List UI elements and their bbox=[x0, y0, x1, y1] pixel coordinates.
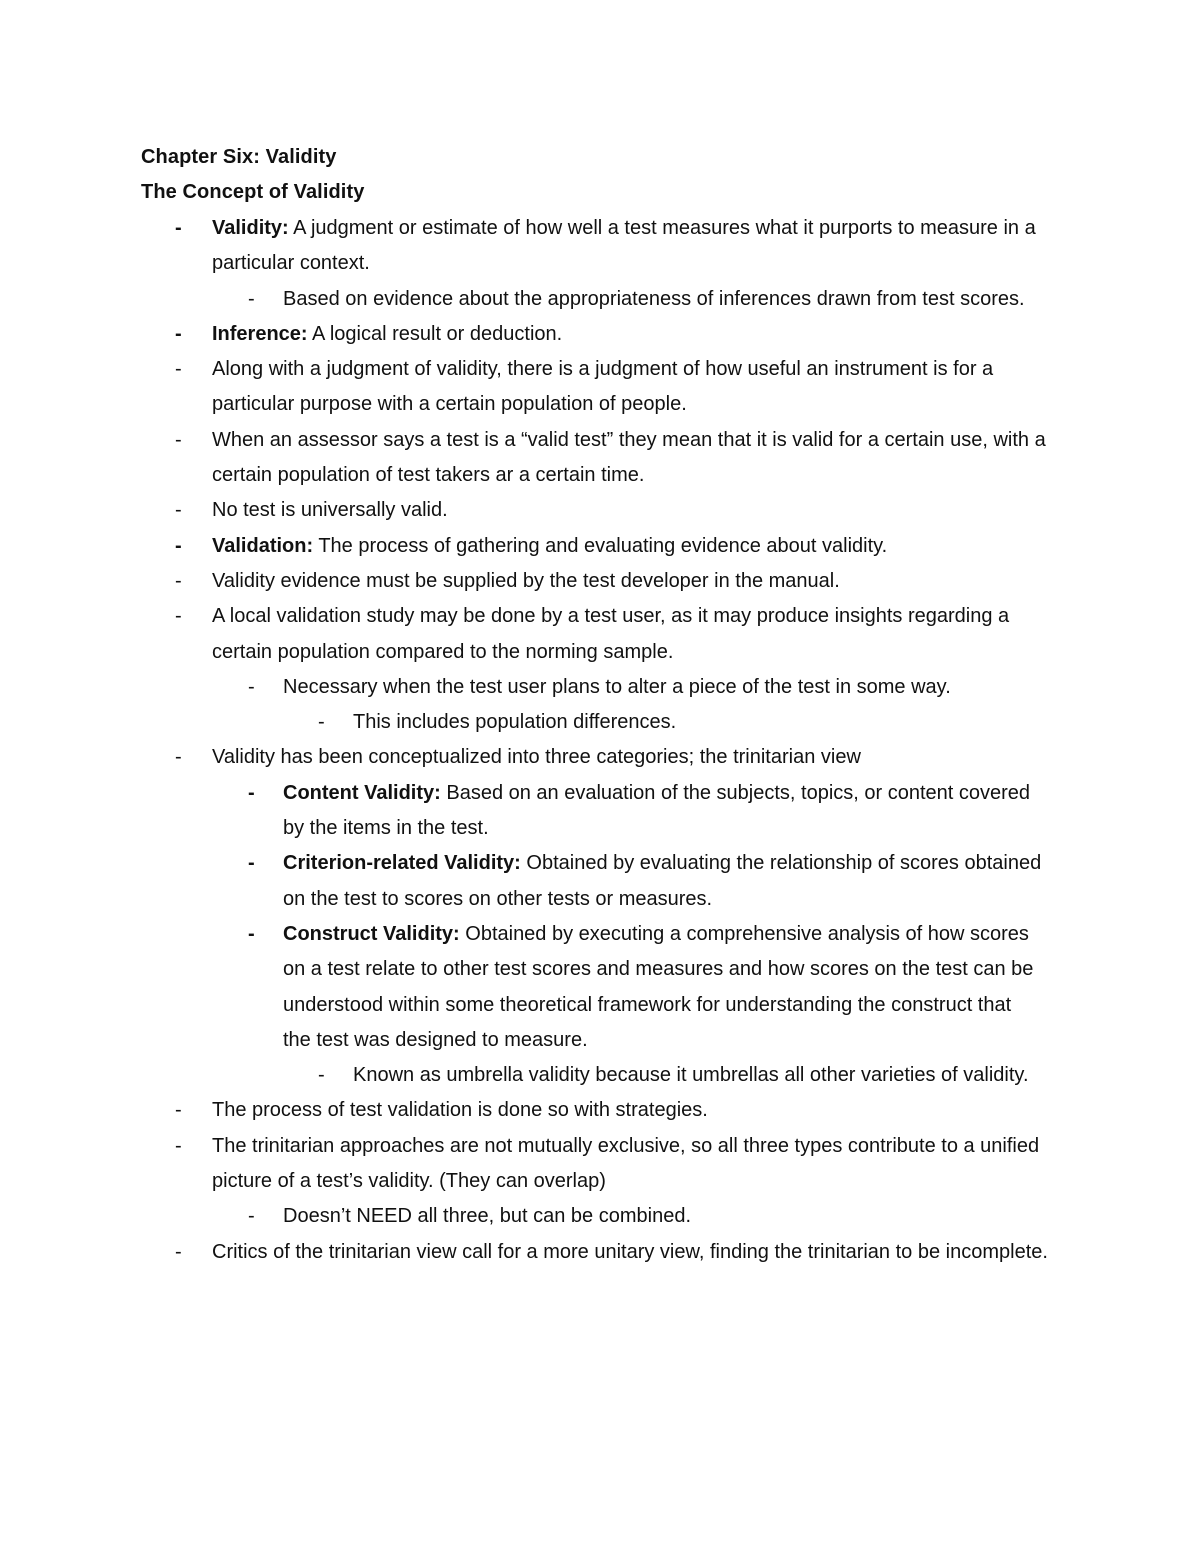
bullet-term: Validity: bbox=[212, 217, 289, 239]
bullet-item bbox=[0, 1129, 1200, 1200]
bullet-text bbox=[212, 599, 1072, 670]
bullet-body: A logical result or deduction. bbox=[307, 322, 563, 345]
bullet-text bbox=[212, 564, 1072, 599]
bullet-item bbox=[0, 423, 1200, 494]
bullet-item bbox=[0, 705, 1200, 740]
bullet-text bbox=[283, 1199, 1043, 1234]
bullet-body: Known as umbrella validity because it umbrellas all other varieties of validity. bbox=[353, 1064, 1029, 1087]
bullet-text bbox=[283, 670, 1043, 705]
bullet-body: Necessary when the test user plans to alter a piece of the test in some way. bbox=[283, 675, 951, 698]
bullet-body: Obtained by evaluating the relationship of scores obtained on the test to scores on other tests or measures. bbox=[283, 852, 1042, 910]
bullet-text bbox=[212, 529, 1072, 564]
bullet-text bbox=[212, 423, 1072, 494]
bullet-text bbox=[212, 211, 1072, 282]
bullet-term: Criterion-related Validity: bbox=[283, 852, 521, 875]
bullet-dash: - bbox=[175, 569, 182, 592]
bullet-body: Based on evidence about the appropriateness of inferences drawn from test scores. bbox=[283, 287, 1025, 310]
bullet-item bbox=[0, 917, 1200, 1058]
bullet-body: When an assessor says a test is a “valid test” they mean that it is valid for a certain use, with a certain population of test takers ar a certain time. bbox=[212, 428, 1046, 487]
bullet-dash: - bbox=[175, 499, 182, 522]
bullet-term: Content Validity: bbox=[283, 781, 441, 804]
bullet-body: No test is universally valid. bbox=[212, 499, 448, 522]
bullet-body: Validity evidence must be supplied by the test developer in the manual. bbox=[212, 569, 840, 592]
bullet-body: The process of gathering and evaluating evidence about validity. bbox=[313, 534, 888, 557]
bullet-item bbox=[0, 1058, 1200, 1093]
bullet-text bbox=[283, 846, 1043, 917]
bullet-dash: - bbox=[175, 217, 182, 239]
bullet-text bbox=[212, 1093, 1072, 1128]
bullet-dash: - bbox=[318, 711, 325, 734]
bullet-item bbox=[0, 740, 1200, 775]
bullet-body: Along with a judgment of validity, there is a judgment of how useful an instrument is for a particular purpose with a certain population of people. bbox=[212, 358, 994, 416]
bullet-dash: - bbox=[175, 358, 182, 381]
bullet-body: The trinitarian approaches are not mutually exclusive, so all three types contribute to a unified picture of a test’s validity. (They can overlap) bbox=[212, 1134, 1040, 1193]
bullet-body: A local validation study may be done by a test user, as it may produce insights regarding a certain population compared to the norming sample. bbox=[212, 605, 1010, 663]
bullet-dash: - bbox=[175, 1134, 182, 1157]
bullet-item bbox=[0, 352, 1200, 423]
bullet-dash: - bbox=[248, 922, 255, 945]
bullet-body: Critics of the trinitarian view call for a more unitary view, finding the trinitarian to be incomplete. bbox=[212, 1240, 1048, 1263]
bullet-item bbox=[0, 211, 1200, 282]
bullet-dash: - bbox=[248, 781, 255, 804]
bullet-item bbox=[0, 776, 1200, 847]
bullet-dash: - bbox=[248, 675, 255, 698]
bullet-text bbox=[212, 352, 1072, 423]
bullet-item bbox=[0, 1093, 1200, 1128]
bullet-item bbox=[0, 493, 1200, 528]
bullet-body: A judgment or estimate of how well a test measures what it purports to measure in a particular context. bbox=[212, 217, 1036, 275]
bullet-text bbox=[212, 1129, 1072, 1200]
bullet-item bbox=[0, 670, 1200, 705]
bullet-item bbox=[0, 846, 1200, 917]
bullet-text bbox=[283, 917, 1043, 1058]
bullet-dash: - bbox=[175, 1240, 182, 1263]
bullet-item bbox=[0, 282, 1200, 317]
bullet-dash: - bbox=[248, 287, 255, 310]
bullet-text bbox=[283, 776, 1043, 847]
bullet-dash: - bbox=[175, 746, 182, 769]
bullet-item bbox=[0, 1235, 1200, 1270]
bullet-term: Construct Validity: bbox=[283, 922, 460, 945]
bullet-dash: - bbox=[175, 1099, 182, 1122]
bullet-text bbox=[353, 1058, 1043, 1093]
bullet-dash: - bbox=[175, 428, 182, 451]
bullet-text bbox=[212, 317, 1072, 352]
bullet-term: Validation: bbox=[212, 534, 314, 557]
section-title: The Concept of Validity bbox=[141, 181, 365, 203]
bullet-body: The process of test validation is done so with strategies. bbox=[212, 1099, 708, 1122]
bullet-item bbox=[0, 317, 1200, 352]
bullet-body: Based on an evaluation of the subjects, topics, or content covered by the items in the test. bbox=[283, 781, 1031, 840]
bullet-text bbox=[212, 1235, 1072, 1270]
bullet-item bbox=[0, 564, 1200, 599]
bullet-dash: - bbox=[175, 322, 182, 345]
bullet-body: Validity has been conceptualized into three categories; the trinitarian view bbox=[212, 746, 861, 769]
bullet-dash: - bbox=[248, 1205, 255, 1228]
bullet-item bbox=[0, 1199, 1200, 1234]
bullet-item bbox=[0, 529, 1200, 564]
bullet-dash: - bbox=[248, 852, 255, 875]
bullet-dash: - bbox=[175, 605, 182, 628]
bullet-dash: - bbox=[175, 534, 182, 557]
bullet-item bbox=[0, 599, 1200, 670]
bullet-term: Inference: bbox=[212, 322, 308, 345]
bullet-text bbox=[283, 282, 1043, 317]
bullet-text bbox=[212, 740, 1072, 775]
bullet-dash: - bbox=[318, 1064, 325, 1087]
bullet-list bbox=[0, 211, 1200, 1270]
bullet-body: Obtained by executing a comprehensive analysis of how scores on a test relate to other test scores and measures and how scores on the test can be understood within some theoretical framework for understanding the construct that the test was designed to measure. bbox=[283, 922, 1034, 1051]
bullet-text bbox=[212, 493, 1072, 528]
bullet-body: Doesn’t NEED all three, but can be combined. bbox=[283, 1205, 691, 1228]
bullet-body: This includes population differences. bbox=[353, 711, 677, 734]
bullet-text bbox=[353, 705, 1043, 740]
chapter-title: Chapter Six: Validity bbox=[141, 146, 337, 168]
